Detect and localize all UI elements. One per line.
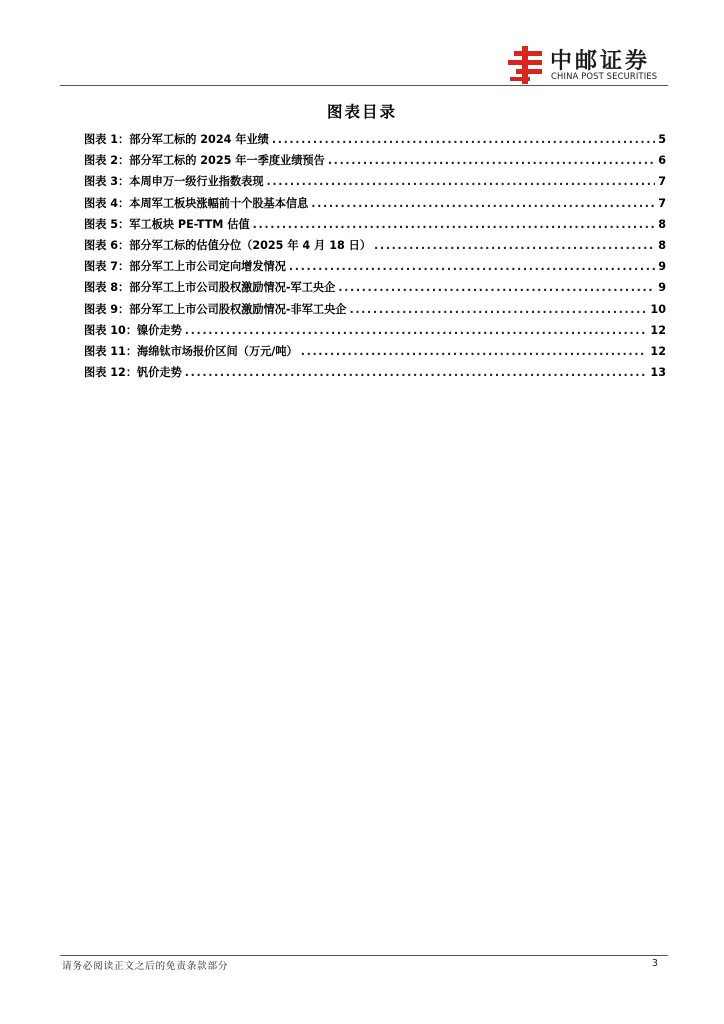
toc-entry-label: 图表 9： xyxy=(84,302,130,316)
toc-entry-page: 13 xyxy=(650,366,666,380)
toc-entry[interactable] xyxy=(84,279,666,300)
logo-english-name: CHINA POST SECURITIES xyxy=(551,71,658,81)
toc-entry-page: 9 xyxy=(658,260,666,274)
toc-entry-label: 图表 5： xyxy=(84,217,130,231)
toc-entry-text: 部分军工标的估值分位（2025 年 4 月 18 日） xyxy=(129,238,372,252)
toc-entry-label: 图表 4： xyxy=(84,196,130,210)
toc-entry-text: 海绵钛市场报价区间（万元/吨） xyxy=(137,344,298,358)
footer-divider xyxy=(60,955,668,956)
toc-entry-page: 12 xyxy=(650,323,666,337)
toc-leader-dots xyxy=(349,303,647,316)
disclaimer-note: 请务必阅读正文之后的免责条款部分 xyxy=(62,961,229,972)
toc-entry[interactable] xyxy=(84,322,666,343)
china-post-logo-icon xyxy=(506,46,546,84)
logo-chinese-name: 中邮证券 xyxy=(550,49,651,74)
toc-entry-label: 图表 7： xyxy=(84,260,130,274)
toc-leader-dots xyxy=(311,197,655,210)
toc-entry-text: 部分军工上市公司股权激励情况-军工央企 xyxy=(129,281,336,295)
toc-entry-label: 图表 1： xyxy=(84,133,130,146)
page-header xyxy=(60,40,668,86)
toc-entry-page: 12 xyxy=(650,344,666,358)
toc-entry[interactable] xyxy=(84,301,666,322)
toc-entry[interactable] xyxy=(84,216,666,237)
toc-entry-label: 图表 11： xyxy=(84,344,138,358)
toc-entry[interactable] xyxy=(84,258,666,279)
toc-entry[interactable] xyxy=(84,152,666,173)
toc-leader-dots xyxy=(185,324,648,337)
toc-entry-label: 图表 10： xyxy=(84,323,138,337)
toc-entry-page: 9 xyxy=(658,281,666,295)
toc-leader-dots xyxy=(301,345,648,358)
toc-entry-page: 8 xyxy=(658,217,666,231)
toc-leader-dots xyxy=(267,175,656,188)
header-divider xyxy=(60,85,668,86)
page-number: 3 xyxy=(651,958,658,969)
toc-entry[interactable] xyxy=(84,173,666,194)
toc-entry-label: 图表 3： xyxy=(84,175,130,189)
toc-entry-label: 图表 2： xyxy=(84,154,130,168)
toc-leader-dots xyxy=(338,281,655,294)
toc-entry[interactable] xyxy=(84,343,666,364)
toc-entry-page: 7 xyxy=(658,196,666,210)
toc-entry-text: 本周军工板块涨幅前十个股基本信息 xyxy=(129,196,309,210)
toc-leader-dots xyxy=(185,366,648,379)
toc-entry-text: 镍价走势 xyxy=(137,323,182,337)
toc-entry-text: 部分军工标的 2025 年一季度业绩预告 xyxy=(129,154,325,168)
toc-entry-text: 部分军工上市公司股权激励情况-非军工央企 xyxy=(129,302,347,316)
toc-leader-dots xyxy=(328,154,655,167)
toc-leader-dots xyxy=(253,218,656,231)
toc-leader-dots xyxy=(374,239,655,252)
toc-title: 图表目录 xyxy=(326,103,397,121)
company-logo xyxy=(506,44,666,84)
toc-entry-label: 图表 8： xyxy=(84,281,130,295)
toc-entry-text: 本周申万一级行业指数表现 xyxy=(129,175,264,189)
toc-entry-page: 8 xyxy=(658,238,666,252)
toc-list xyxy=(84,131,666,385)
toc-entry[interactable] xyxy=(84,237,666,258)
toc-entry-page: 5 xyxy=(658,133,666,146)
toc-entry-text: 部分军工上市公司定向增发情况 xyxy=(129,260,286,274)
toc-entry-label: 图表 12： xyxy=(84,366,138,380)
toc-leader-dots xyxy=(272,133,655,146)
toc-entry-text: 钒价走势 xyxy=(137,366,182,380)
toc-entry-label: 图表 6： xyxy=(84,238,130,252)
toc-entry-page: 6 xyxy=(658,154,666,168)
toc-entry-page: 10 xyxy=(650,302,666,316)
toc-entry[interactable] xyxy=(84,364,666,385)
toc-entry-page: 7 xyxy=(658,175,666,189)
toc-entry[interactable] xyxy=(84,195,666,216)
toc-entry[interactable] xyxy=(84,131,666,152)
toc-entry-text: 军工板块 PE-TTM 估值 xyxy=(129,217,250,231)
toc-entry-text: 部分军工标的 2024 年业绩 xyxy=(129,133,269,146)
toc-leader-dots xyxy=(289,260,655,273)
